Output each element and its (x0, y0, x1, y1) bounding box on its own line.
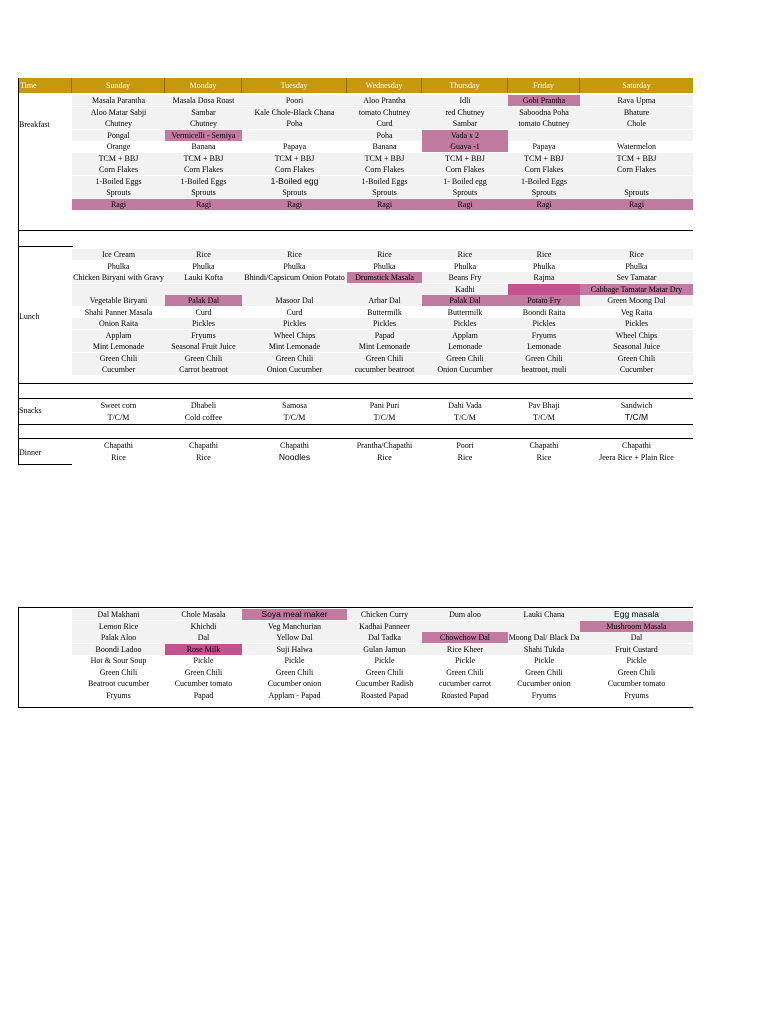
menu-cell: 1-Boiled egg (270, 175, 319, 186)
menu-cell: Sweet corn (100, 401, 137, 410)
menu-cell: Vegetable Biryani (89, 296, 148, 305)
menu-cell: Corn Flakes (617, 165, 656, 174)
menu-cell: Chapathi (104, 441, 133, 450)
menu-cell: Dal (197, 633, 210, 642)
menu-cell: Pav Bhaji (528, 401, 560, 410)
header-time: Time (18, 78, 72, 93)
menu-cell: Curd (195, 307, 212, 317)
menu-cell: Wheel Chips (615, 330, 658, 340)
menu-cell: Onion Cucumber (266, 365, 323, 374)
menu-cell: Sprouts (106, 188, 131, 197)
menu-cell: Aloo Matar Sabji (90, 107, 147, 117)
menu-cell: TCM + BBJ (364, 153, 405, 163)
menu-cell: Onion Raita (99, 319, 138, 328)
table-row (72, 295, 693, 306)
menu-cell: Ragi (422, 199, 508, 210)
menu-cell: Sev Tamatar (616, 273, 657, 282)
menu-cell: Rice (287, 250, 302, 259)
menu-cell: Banana (372, 142, 397, 151)
menu-cell: Green Chili (525, 353, 563, 363)
menu-cell: Rice (377, 250, 392, 259)
dinner-grid (18, 440, 693, 464)
menu-cell: Rice (111, 452, 126, 462)
menu-cell: Sambar (191, 107, 216, 117)
menu-cell: 1-Boiled Eggs (95, 176, 142, 186)
menu-cell: Phulka (107, 261, 130, 271)
table-row (72, 249, 693, 260)
menu-cell: Phulka (283, 261, 306, 271)
section-lunch: Lunch (19, 312, 40, 321)
table-row (72, 690, 693, 701)
menu-cell (422, 621, 508, 632)
menu-sheet (18, 78, 693, 718)
menu-cell: Rajma (533, 273, 555, 282)
table-row (72, 621, 693, 632)
menu-cell: Cucumber (619, 365, 654, 374)
menu-cell: Onion Cucumber (437, 365, 493, 374)
menu-cell: Rava Upma (617, 96, 656, 105)
menu-cell: Green Chili (184, 353, 223, 363)
breakfast-grid (18, 95, 693, 230)
menu-cell (347, 284, 422, 295)
menu-cell: Lemonade (448, 342, 482, 351)
table-row (72, 95, 693, 106)
menu-cell: Mint Lemonade (268, 342, 321, 351)
menu-cell: Lauki Chana (523, 610, 565, 619)
menu-cell: Green Chili (446, 667, 484, 677)
menu-cell: Corn Flakes (99, 165, 138, 174)
menu-cell: Green Chili (525, 667, 563, 677)
header-row (18, 78, 693, 93)
menu-cell: Phulka (373, 261, 396, 271)
menu-cell: Cold coffee (184, 412, 223, 422)
table-row (72, 412, 693, 423)
menu-cell: Buttermilk (367, 307, 402, 317)
table-row (72, 176, 693, 187)
menu-cell: Corn Flakes (524, 165, 564, 174)
menu-cell: Rice (457, 250, 473, 259)
menu-cell: Rice (536, 452, 552, 462)
menu-cell: Gulan Jamun (363, 644, 406, 654)
table-row (72, 318, 693, 329)
menu-cell: Cucumber tomato (174, 679, 233, 688)
menu-cell: Orange (106, 142, 131, 151)
menu-cell: tomato Chutney (518, 119, 570, 128)
menu-cell: Applam - Papad (268, 690, 321, 700)
divider-line (18, 464, 72, 465)
menu-cell: Pickles (372, 319, 397, 328)
table-row (72, 130, 693, 141)
menu-cell: Pani Puri (369, 401, 400, 410)
menu-cell: Pickle (193, 656, 214, 665)
menu-cell (580, 130, 693, 141)
menu-cell: Cucumber (101, 365, 136, 374)
menu-cell: Pickles (191, 319, 216, 328)
menu-cell: Boondi Ladoo (95, 644, 142, 654)
menu-cell: Kadhi (455, 284, 475, 294)
menu-cell: TCM + BBJ (445, 153, 485, 163)
menu-cell: Chole Masala (181, 610, 226, 619)
menu-cell: Mint Lemonade (358, 342, 411, 351)
menu-cell: Masala Parantha (91, 96, 146, 105)
menu-cell: Beatroot cucumber (87, 679, 150, 688)
menu-cell: Curd (286, 307, 303, 317)
menu-cell: Bhature (623, 107, 650, 117)
menu-cell: Masala Dosa Roast (172, 96, 235, 105)
menu-cell: T/C/M (283, 412, 306, 422)
menu-cell: Bhindi/Capsicum Onion Potato (244, 273, 345, 282)
menu-cell: Rice (196, 250, 211, 259)
menu-cell: Wheel Chips (273, 330, 316, 340)
menu-cell: Curd (376, 119, 393, 128)
menu-cell: Papaya (532, 142, 556, 151)
table-row (72, 609, 693, 620)
menu-cell: Veg Manchurian (267, 621, 322, 631)
header-monday: Monday (165, 78, 242, 93)
divider-line (18, 607, 693, 608)
header-sunday: Sunday (72, 78, 165, 93)
menu-cell: Green Chili (99, 667, 138, 677)
menu-cell: Ragi (72, 199, 165, 210)
menu-cell: Fryums (106, 690, 131, 700)
menu-cell: Chole (626, 119, 647, 128)
table-row (72, 118, 693, 129)
menu-cell: Cabbage Tamatar Matar Dry (580, 284, 693, 295)
divider-line (18, 383, 693, 384)
menu-cell: Prantha/Chapathi (356, 441, 413, 450)
table-row (72, 107, 693, 118)
menu-cell: Pickles (624, 319, 649, 328)
table-row (72, 284, 693, 295)
menu-cell: Phulka (625, 261, 648, 271)
table-row (72, 667, 693, 678)
menu-cell: Kadhai Panneer (359, 621, 410, 631)
menu-cell: Kale Chole-Black Chana (254, 107, 335, 117)
table-row (72, 644, 693, 655)
menu-cell: Corn Flakes (184, 165, 223, 174)
menu-cell: Rice Kheer (446, 644, 484, 654)
table-row (72, 353, 693, 364)
menu-cell: Green Chili (184, 667, 223, 677)
menu-cell: cucumber beatroot (354, 365, 415, 374)
menu-cell: Gobi Prantha (508, 95, 580, 106)
menu-cell: Phulka (192, 261, 215, 271)
menu-cell: Corn Flakes (445, 165, 485, 174)
menu-cell: Phulka (532, 261, 556, 271)
menu-cell (165, 284, 242, 295)
table-row (72, 400, 693, 411)
section-dinner: Dinner (19, 448, 42, 457)
menu-cell (72, 284, 165, 295)
menu-cell: Fryums (531, 330, 557, 340)
menu-cell: Rice (377, 452, 392, 462)
menu-cell: Shahi Panner Masala (84, 307, 153, 317)
menu-cell: Sprouts (624, 188, 649, 197)
menu-cell: Dum aloo (449, 610, 481, 619)
menu-cell: Ragi (508, 199, 580, 210)
menu-cell: Corn Flakes (365, 165, 404, 174)
table-row (72, 655, 693, 666)
menu-cell: Applam (105, 330, 132, 340)
menu-cell: Samosa (282, 401, 307, 410)
menu-cell: red Chutney (445, 107, 485, 117)
menu-cell (580, 176, 693, 187)
menu-cell: Green Chili (446, 353, 484, 363)
menu-cell: Chicken Curry (360, 610, 409, 619)
menu-cell (508, 621, 580, 632)
menu-cell (242, 130, 347, 141)
menu-cell: T/C/M (533, 412, 555, 422)
menu-cell: Poha (376, 130, 393, 140)
menu-cell: cucumber carrot (438, 679, 492, 688)
snacks-grid (18, 400, 693, 424)
menu-cell: Green Moong Dal (607, 296, 666, 305)
menu-cell: Palak Dal (165, 295, 242, 306)
table-row (72, 440, 693, 451)
table-row (72, 187, 693, 198)
menu-cell: Green Chili (275, 353, 314, 363)
menu-cell: Drumstick Masala (347, 272, 422, 283)
menu-cell: Ragi (242, 199, 347, 210)
menu-cell: T/C/M (624, 411, 649, 422)
menu-cell: T/C/M (107, 412, 130, 422)
menu-cell: Green Chili (99, 353, 138, 363)
menu-cell: Palak Dal (422, 295, 508, 306)
menu-cell: Arhar Dal (368, 296, 401, 305)
table-row (72, 330, 693, 341)
menu-cell: Chapathi (280, 441, 309, 450)
menu-cell: Pickle (374, 656, 395, 665)
menu-cell: tomato Chutney (358, 107, 411, 117)
menu-cell: Ragi (165, 199, 242, 210)
menu-cell: Cucumber onion (267, 679, 322, 688)
menu-cell: Dal Tadka (368, 633, 401, 642)
menu-cell: Fryums (624, 690, 649, 700)
menu-cell: Beans Fry (448, 273, 482, 282)
menu-cell: Pickle (284, 656, 305, 665)
menu-cell: Dahi Vada (448, 401, 482, 410)
menu-cell: Idli (459, 96, 471, 105)
menu-cell: Suji Halwa (276, 644, 313, 654)
menu-cell: Pickle (534, 656, 554, 665)
menu-cell: Green Chili (617, 667, 656, 677)
menu-cell: Cucumber tomato (607, 679, 666, 688)
menu-cell: Egg masala (614, 609, 659, 619)
menu-cell: Pickles (453, 319, 477, 328)
menu-cell: 1- Boiled egg (443, 176, 487, 186)
menu-cell: Chicken Biryani with Gravy (73, 273, 164, 282)
menu-cell: Moong Dal/ Black Da (508, 633, 580, 642)
header-tuesday: Tuesday (242, 78, 347, 93)
menu-cell: Fruit Custard (615, 644, 658, 654)
menu-cell: Shahi Tukda (523, 644, 565, 654)
table-row (72, 307, 693, 318)
menu-cell: Poori (456, 441, 474, 450)
menu-cell: Yellow Dal (276, 633, 313, 642)
menu-cell: Lauki Kofta (184, 273, 223, 282)
menu-cell: Roasted Papad (360, 690, 409, 700)
menu-cell: Seasonal Fruit Juice (171, 342, 236, 351)
menu-cell: Corn Flakes (275, 165, 314, 174)
menu-cell: Chutney (189, 119, 218, 128)
divider-line (18, 424, 693, 425)
menu-cell: Sandwich (620, 401, 653, 410)
header-thursday: Thursday (422, 78, 508, 93)
menu-cell: Sprouts (372, 188, 397, 197)
menu-cell: Boondi Raita (522, 307, 566, 317)
table-row (72, 141, 693, 152)
menu-cell: Hot & Sour Soup (90, 656, 147, 665)
menu-cell: Lemonade (527, 342, 561, 351)
menu-cell: Mint Lemonade (92, 342, 145, 351)
menu-cell: Soya meal maker (242, 609, 347, 620)
header-wednesday: Wednesday (347, 78, 422, 93)
menu-cell: Sprouts (191, 188, 216, 197)
menu-cell: TCM + BBJ (274, 153, 315, 163)
menu-cell (242, 284, 347, 295)
menu-cell: Ragi (580, 199, 693, 210)
menu-cell: Buttermilk (447, 307, 483, 317)
menu-cell: Saboodna Poha (519, 107, 569, 117)
menu-cell: Fryums (531, 690, 557, 700)
menu-cell: Green Chili (275, 667, 314, 677)
menu-cell: Cucumber onion (517, 679, 571, 688)
menu-cell: Vermicelli - Semiya (165, 130, 242, 141)
divider-line (18, 707, 693, 708)
menu-cell: Rice (457, 452, 473, 462)
menu-cell: Pickles (282, 319, 307, 328)
menu-cell: Dal (630, 633, 643, 642)
header-friday: Friday (508, 78, 580, 93)
menu-cell: Cucumber Radish (355, 679, 414, 688)
menu-cell: Aloo Prantha (363, 96, 406, 105)
menu-cell: Carrot beatroot (179, 365, 228, 374)
table-row (72, 261, 693, 272)
menu-cell: Applam (452, 330, 478, 340)
menu-cell: Dal Makhani (97, 610, 140, 619)
table-row (72, 452, 693, 463)
menu-cell: Pongal (107, 130, 130, 140)
menu-cell: Chapathi (529, 441, 559, 450)
menu-cell (508, 130, 580, 141)
divider-line (18, 438, 693, 439)
section-snacks: Snacks (19, 406, 42, 415)
menu-cell: Poha (286, 119, 303, 128)
table-row (72, 199, 693, 210)
menu-cell: 1-Boiled Eggs (180, 176, 227, 186)
menu-cell: Rice (196, 452, 211, 462)
dinner-extras-grid (18, 609, 693, 705)
table-row (72, 153, 693, 164)
menu-cell: beatroot, muli (521, 365, 567, 374)
divider-line (18, 246, 73, 247)
menu-cell: Ragi (347, 199, 422, 210)
menu-cell: Guava -1 (422, 141, 508, 152)
table-row (72, 341, 693, 352)
divider-line (18, 230, 693, 231)
menu-cell: Potato Fry (508, 295, 580, 306)
menu-cell: TCM + BBJ (183, 153, 224, 163)
menu-cell: Green Chili (617, 353, 656, 363)
menu-cell (508, 284, 580, 295)
menu-cell: Watermelon (617, 142, 656, 151)
header-saturday: Saturday (622, 81, 651, 90)
menu-cell: Chapathi (622, 441, 651, 450)
menu-cell: Chutney (104, 119, 133, 128)
menu-cell: T/C/M (454, 412, 476, 422)
menu-cell: Vada x 2 (422, 130, 508, 141)
menu-cell: Khichdi (190, 621, 217, 631)
menu-cell: Chapathi (189, 441, 218, 450)
menu-cell: Sprouts (282, 188, 307, 197)
menu-cell: Green Chili (365, 667, 404, 677)
table-row (72, 164, 693, 175)
menu-cell: Pickles (532, 319, 556, 328)
menu-cell: Rice (629, 250, 644, 259)
menu-cell: Sambar (452, 119, 478, 128)
menu-cell: Papaya (282, 142, 307, 151)
table-row (72, 678, 693, 689)
menu-cell: Lemon Rice (98, 621, 139, 631)
menu-cell: Papad (193, 690, 214, 700)
lunch-grid (18, 249, 693, 383)
menu-cell: Pickle (455, 656, 475, 665)
menu-cell: Green Chili (365, 353, 404, 363)
menu-cell: Mushroom Masala (580, 621, 693, 632)
menu-cell: TCM + BBJ (616, 153, 657, 163)
menu-cell: Poori (285, 96, 304, 105)
menu-cell: TCM + BBJ (98, 153, 139, 163)
menu-cell: Seasonal Juice (613, 342, 660, 351)
menu-cell: Jeera Rice + Plain Rice (599, 452, 674, 462)
menu-cell: Roasted Papad (441, 690, 489, 700)
menu-cell: Sprouts (531, 188, 557, 197)
table-row (72, 364, 693, 375)
menu-cell: T/C/M (373, 412, 396, 422)
menu-cell: Masoor Dal (275, 296, 314, 305)
menu-cell: 1-Boiled Eggs (521, 176, 567, 186)
menu-cell: Ice Cream (101, 250, 136, 259)
menu-cell: Dhabeli (190, 401, 217, 410)
menu-cell: Noodles (278, 451, 311, 462)
menu-cell: Rose Milk (165, 644, 242, 655)
menu-cell: Fryums (191, 330, 216, 340)
section-breakfast: Breakfast (19, 120, 50, 129)
table-row (72, 272, 693, 283)
menu-cell: Sprouts (452, 188, 478, 197)
menu-cell: Chowchow Dal (422, 632, 508, 643)
menu-cell: Papad (374, 330, 395, 340)
table-row (72, 632, 693, 643)
menu-cell: Veg Raita (620, 307, 653, 317)
menu-cell: Rice (536, 250, 552, 259)
menu-cell: Pickle (626, 656, 647, 665)
menu-cell: 1-Boiled Eggs (361, 176, 408, 186)
menu-cell: TCM + BBJ (524, 153, 564, 163)
menu-cell: Palak Aloo (100, 633, 137, 642)
menu-cell: Banana (191, 142, 216, 151)
menu-cell: Phulka (453, 261, 477, 271)
divider-line (18, 398, 693, 399)
